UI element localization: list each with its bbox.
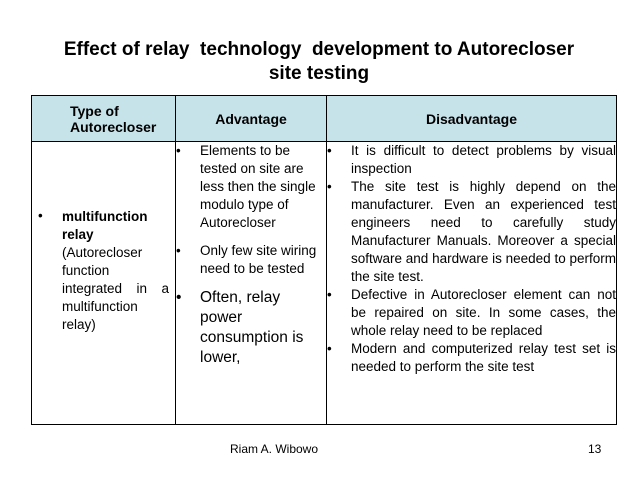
advantage-item-text: Only few site wiring need to be tested (200, 243, 317, 276)
disadvantage-item (327, 286, 616, 340)
header-advantage: Advantage (176, 96, 327, 142)
advantage-item (176, 242, 326, 278)
bullet-icon: • (176, 289, 182, 306)
header-type-of-autorecloser (32, 96, 176, 142)
advantage-item-text: Elements to be tested on site are less then the single modulo type of Autorecloser (200, 143, 316, 230)
disadvantage-item-text: Modern and computerized relay test set is needed to perform the site test (351, 341, 616, 374)
slide-title-line2: site testing (268, 63, 370, 84)
comparison-table (31, 95, 617, 425)
slide-title-line1: Effect of relay technology development to Autorecloser (63, 39, 575, 60)
bullet-icon: • (38, 208, 43, 223)
header-disadvantage: Disadvantage (327, 96, 617, 142)
disadvantage-item-text: The site test is highly depend on the manufacturer. Even an experienced test engineers need to carefully study Manufacturer Manuals. Moreover a special software and hardware is needed to perform the site test. (351, 179, 616, 284)
footer-author: Riam A. Wibowo (230, 442, 319, 456)
header-type-line1: Type of (70, 102, 119, 119)
table-row (32, 142, 617, 425)
advantage-item (176, 142, 326, 232)
type-cell-description: (Autorecloser function integrated in a multifunction relay) (62, 245, 169, 332)
type-cell (32, 142, 176, 425)
disadvantage-item-text: Defective in Autorecloser element can not be repaired on site. In some cases, the whole relay need to be replaced (351, 287, 616, 338)
advantage-item-text: Often, relay power consumption is lower, (200, 289, 304, 366)
bullet-icon: • (327, 341, 332, 356)
type-cell-bold: multifunction relay (62, 209, 148, 242)
table-header-row (32, 96, 617, 142)
advantage-item (176, 288, 326, 368)
bullet-icon: • (327, 179, 332, 194)
bullet-icon: • (176, 143, 181, 158)
slide-title (0, 38, 638, 86)
disadvantage-item (327, 178, 616, 286)
footer-page-number: 13 (588, 442, 602, 456)
bullet-icon: • (327, 287, 332, 302)
disadvantage-cell (327, 142, 617, 425)
disadvantage-item (327, 340, 616, 376)
bullet-icon: • (176, 243, 181, 258)
advantage-cell (176, 142, 327, 425)
disadvantage-item-text: It is difficult to detect problems by visual inspection (351, 143, 616, 176)
bullet-icon: • (327, 143, 332, 158)
disadvantage-item (327, 142, 616, 178)
header-type-line2: Autorecloser (70, 118, 157, 135)
